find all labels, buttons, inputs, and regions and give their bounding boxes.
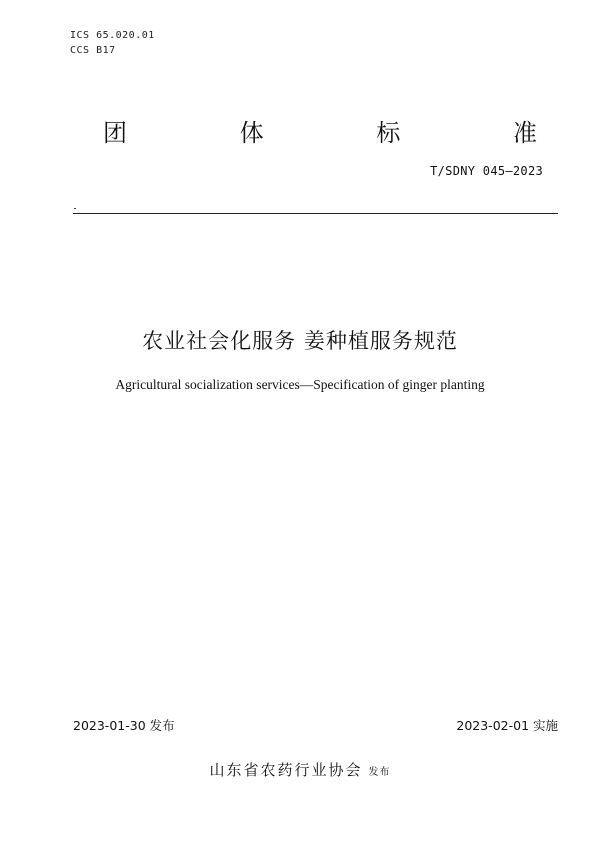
- standard-code: T/SDNY 045—2023: [430, 164, 543, 178]
- separator-line: [73, 213, 558, 214]
- standard-type-char: 标: [376, 118, 401, 147]
- ics-code: ICS 65.020.01: [70, 30, 155, 41]
- standard-type-char: 准: [512, 118, 537, 147]
- standard-type-char: 团: [103, 118, 127, 147]
- implementation-date: 2023-02-01 实施: [456, 718, 558, 733]
- issue-date: 2023-01-30 发布: [73, 718, 175, 733]
- publisher-organization: 山东省农药行业协会: [209, 761, 363, 779]
- document-title-cn: 农业社会化服务 姜种植服务规范: [142, 329, 458, 353]
- separator-tick: [74, 208, 76, 209]
- standard-type-char: 体: [239, 118, 264, 147]
- ccs-code: CCS B17: [70, 45, 116, 56]
- publisher-suffix: 发布: [368, 767, 391, 778]
- publisher-line: [0, 759, 600, 780]
- standard-type-heading: [100, 112, 540, 148]
- document-title-en: Agricultural socialization services—Specification of ginger planting: [115, 377, 485, 392]
